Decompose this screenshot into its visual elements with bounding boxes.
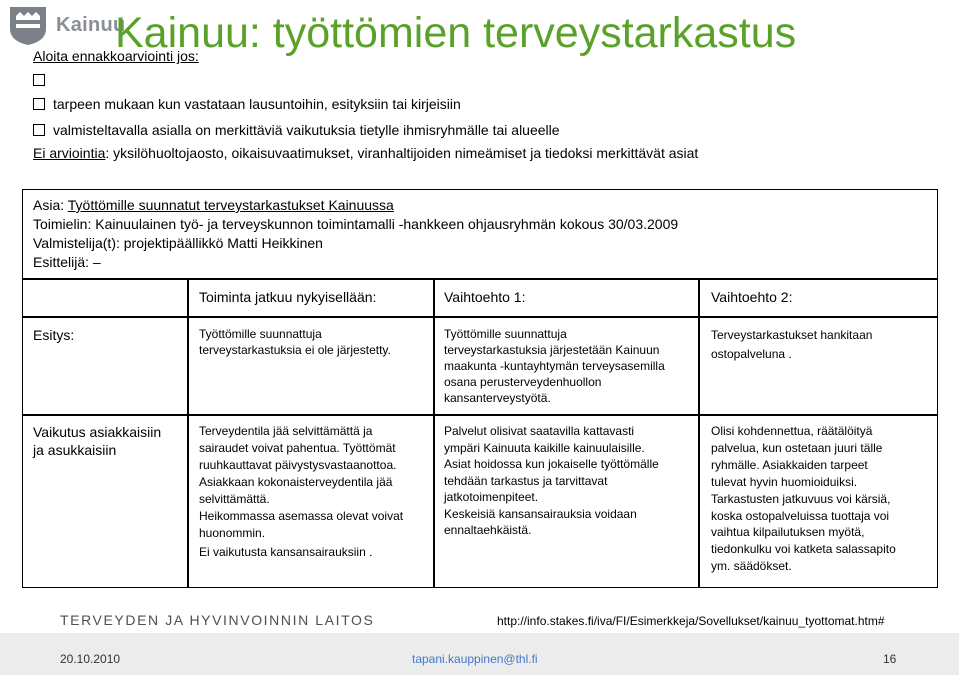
table-cell: Työttömille suunnattuja terveystarkastuksia järjestetään Kainuun maakunta -kuntayhtymän terveysasemilla osana perusterveydenhuollon kansanterveystyötä. (444, 327, 665, 405)
column-header: Toiminta jatkuu nykyisellään: (199, 289, 377, 305)
table-divider (22, 316, 938, 318)
table-divider (698, 278, 700, 588)
table-cell: Palvelut olisivat saatavilla kattavasti ympäri Kainuuta kaikille kainuulaisille. Asiat hoidossa kun jokaiselle työttömälle tehdään tarkastus ja tarvittavat jatkotoimenpiteet. Keskeisiä kansansairauksia voidaan ennaltaehkäistä. (444, 424, 659, 537)
option-row (33, 72, 53, 88)
asia-line: Asia: Työttömille suunnatut terveystarkastukset Kainuussa (33, 197, 394, 213)
logo-text: Kainuu (56, 14, 126, 36)
column-header: Vaihtoehto 1: (444, 289, 526, 305)
table-divider (187, 278, 189, 588)
table-cell: Olisi kohdennettua, räätälöityä palvelua, kun ostetaan juuri tälle ryhmälle. Asiakkaiden tarpeet tulevat hyvin huomioiduiksi. Tarkastusten jatkuvuus voi kärsiä, koska ostopalveluissa tuottaja voi vaihtua kilpailutuksen myötä, tiedonkulku voi katketa salassapito ym. säädökset. (711, 424, 896, 574)
toimielin-line: Toimielin: Kainuulainen työ- ja terveyskunnon toimintamalli -hankkeen ohjausryhmän kokous 30/03.2009 (33, 216, 679, 232)
table-cell: Työttömille suunnattuja terveystarkastuksia ei ole järjestetty. (199, 327, 391, 357)
no-assessment-line: Ei arviointia: yksilöhuoltojaosto, oikaisuvaatimukset, viranhaltijoiden nimeämiset ja tiedoksi merkittävät asiat (33, 145, 699, 161)
table-cell: Terveystarkastukset hankitaan ostopalveluna . (711, 328, 873, 361)
checkbox-icon[interactable] (33, 98, 45, 110)
option-row: valmisteltavalla asialla on merkittäviä vaikutuksia tietylle ihmisryhmälle tai alueelle (33, 122, 560, 138)
checkbox-icon[interactable] (33, 74, 45, 86)
checkbox-icon[interactable] (33, 124, 45, 136)
organisation-name: TERVEYDEN JA HYVINVOINNIN LAITOS (60, 612, 375, 628)
option-row: tarpeen mukaan kun vastataan lausuntoihin, esityksiin tai kirjeisiin (33, 96, 461, 112)
source-link[interactable]: http://info.stakes.fi/iva/FI/Esimerkkeja/Sovellukset/kainuu_tyottomat.htm# (497, 614, 885, 628)
page-number: 16 (883, 652, 897, 666)
esittelija-line: Esittelijä: – (33, 254, 101, 270)
table-divider (22, 414, 938, 416)
column-header: Vaihtoehto 2: (711, 289, 793, 305)
table-divider (433, 278, 435, 588)
row-label: Esitys: (33, 327, 75, 343)
page-title: Kainuu: työttömien terveystarkastus (115, 9, 797, 57)
footer-date: 20.10.2010 (60, 652, 121, 666)
table-divider (22, 278, 938, 280)
row-label: Vaikutus asiakkaisiin ja asukkaisiin (33, 424, 162, 458)
footer-email[interactable]: tapani.kauppinen@thl.fi (412, 652, 538, 666)
table-cell: Terveydentila jää selvittämättä ja sairaudet voivat pahentua. Työttömät ruuhkauttavat päivystysvastaanottoa. Asiakkaan kokonaisterveydentila jää selvittämättä. Heikommassa asemassa olevat voivat huonommin. Ei vaikutusta kansansairauksiin . (199, 424, 404, 559)
valmistelija-line: Valmistelija(t): projektipäällikkö Matti Heikkinen (33, 235, 323, 251)
start-label: Aloita ennakkoarviointi jos: (33, 48, 199, 64)
